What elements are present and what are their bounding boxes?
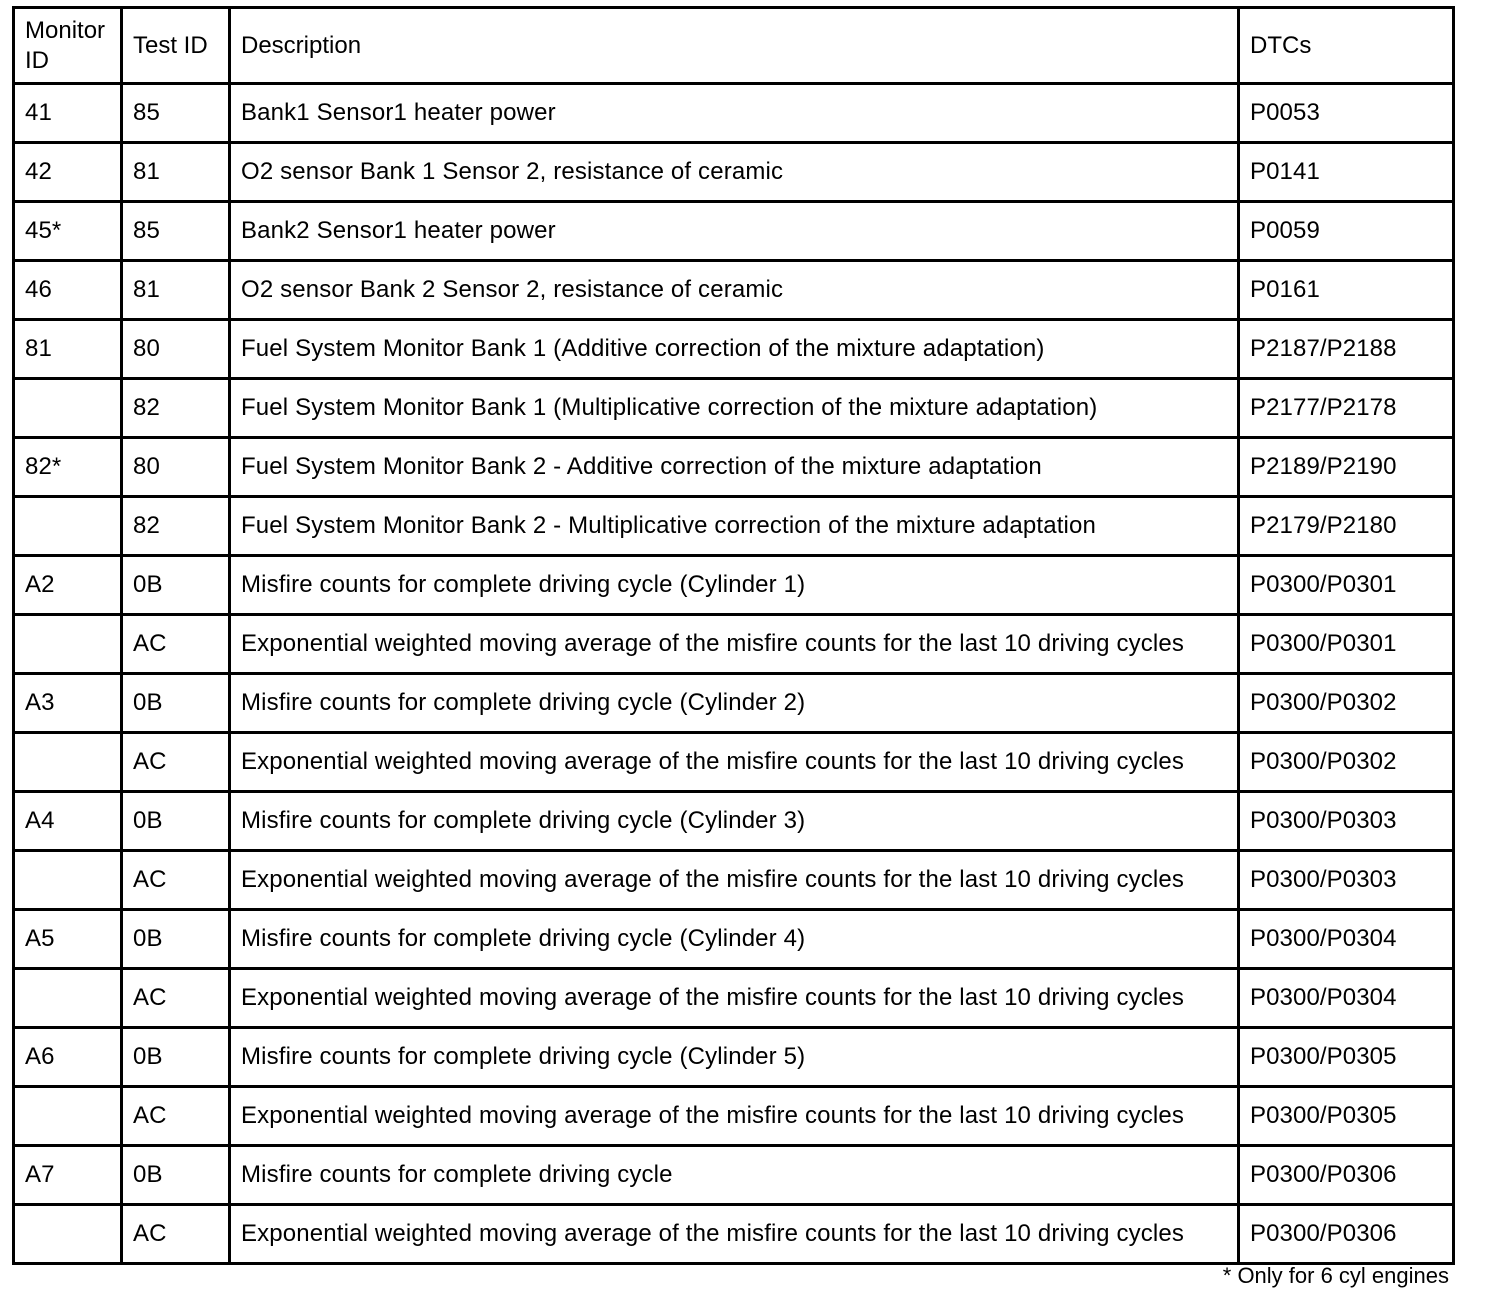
cell-description: Exponential weighted moving average of the misfire counts for the last 10 driving cycles xyxy=(230,733,1239,792)
cell-dtcs: P0300/P0305 xyxy=(1239,1028,1454,1087)
cell-monitor-id xyxy=(14,1205,122,1264)
cell-test-id: 0B xyxy=(122,556,230,615)
header-monitor-id: Monitor ID xyxy=(14,8,122,84)
table-row xyxy=(14,379,1454,438)
table-row xyxy=(14,1146,1454,1205)
table-row xyxy=(14,320,1454,379)
cell-monitor-id xyxy=(14,733,122,792)
cell-test-id: 0B xyxy=(122,1028,230,1087)
cell-dtcs: P0300/P0302 xyxy=(1239,733,1454,792)
table-row xyxy=(14,969,1454,1028)
cell-monitor-id: A7 xyxy=(14,1146,122,1205)
cell-description: Exponential weighted moving average of the misfire counts for the last 10 driving cycles xyxy=(230,969,1239,1028)
cell-monitor-id: A5 xyxy=(14,910,122,969)
cell-monitor-id: 81 xyxy=(14,320,122,379)
cell-description: Fuel System Monitor Bank 1 (Additive correction of the mixture adaptation) xyxy=(230,320,1239,379)
cell-test-id: AC xyxy=(122,1205,230,1264)
cell-monitor-id: A3 xyxy=(14,674,122,733)
cell-dtcs: P0059 xyxy=(1239,202,1454,261)
cell-description: Misfire counts for complete driving cycle (Cylinder 3) xyxy=(230,792,1239,851)
cell-description: Exponential weighted moving average of the misfire counts for the last 10 driving cycles xyxy=(230,1205,1239,1264)
table-row xyxy=(14,438,1454,497)
table-row xyxy=(14,261,1454,320)
cell-test-id: 81 xyxy=(122,143,230,202)
cell-description: Misfire counts for complete driving cycle (Cylinder 5) xyxy=(230,1028,1239,1087)
cell-test-id: 85 xyxy=(122,84,230,143)
cell-monitor-id: A4 xyxy=(14,792,122,851)
cell-monitor-id xyxy=(14,379,122,438)
table-row xyxy=(14,1205,1454,1264)
cell-test-id: 80 xyxy=(122,320,230,379)
cell-description: Misfire counts for complete driving cycle (Cylinder 4) xyxy=(230,910,1239,969)
cell-monitor-id: 42 xyxy=(14,143,122,202)
cell-dtcs: P2177/P2178 xyxy=(1239,379,1454,438)
cell-description: O2 sensor Bank 1 Sensor 2, resistance of ceramic xyxy=(230,143,1239,202)
cell-monitor-id xyxy=(14,497,122,556)
table-row xyxy=(14,1028,1454,1087)
cell-test-id: AC xyxy=(122,615,230,674)
cell-dtcs: P0300/P0303 xyxy=(1239,792,1454,851)
header-dtcs: DTCs xyxy=(1239,8,1454,84)
cell-test-id: 80 xyxy=(122,438,230,497)
cell-monitor-id: 41 xyxy=(14,84,122,143)
cell-test-id: 81 xyxy=(122,261,230,320)
cell-description: Misfire counts for complete driving cycle (Cylinder 1) xyxy=(230,556,1239,615)
table-row xyxy=(14,733,1454,792)
cell-test-id: 0B xyxy=(122,674,230,733)
cell-dtcs: P0300/P0301 xyxy=(1239,615,1454,674)
header-description: Description xyxy=(230,8,1239,84)
table-row xyxy=(14,84,1454,143)
cell-dtcs: P2179/P2180 xyxy=(1239,497,1454,556)
cell-description: Exponential weighted moving average of the misfire counts for the last 10 driving cycles xyxy=(230,615,1239,674)
cell-monitor-id xyxy=(14,1087,122,1146)
cell-test-id: AC xyxy=(122,969,230,1028)
cell-description: Exponential weighted moving average of the misfire counts for the last 10 driving cycles xyxy=(230,851,1239,910)
cell-description: Fuel System Monitor Bank 1 (Multiplicative correction of the mixture adaptation) xyxy=(230,379,1239,438)
cell-monitor-id: A6 xyxy=(14,1028,122,1087)
cell-description: Bank2 Sensor1 heater power xyxy=(230,202,1239,261)
header-row xyxy=(14,8,1454,84)
cell-dtcs: P0300/P0304 xyxy=(1239,910,1454,969)
cell-dtcs: P0300/P0301 xyxy=(1239,556,1454,615)
dtc-monitor-table xyxy=(12,6,1455,1265)
table-row xyxy=(14,556,1454,615)
cell-description: O2 sensor Bank 2 Sensor 2, resistance of ceramic xyxy=(230,261,1239,320)
table-row xyxy=(14,1087,1454,1146)
table-row xyxy=(14,851,1454,910)
cell-dtcs: P0053 xyxy=(1239,84,1454,143)
cell-test-id: 0B xyxy=(122,792,230,851)
table-row xyxy=(14,497,1454,556)
table-row xyxy=(14,202,1454,261)
cell-monitor-id: 45* xyxy=(14,202,122,261)
cell-monitor-id xyxy=(14,969,122,1028)
header-test-id: Test ID xyxy=(122,8,230,84)
table-row xyxy=(14,674,1454,733)
cell-test-id: 0B xyxy=(122,1146,230,1205)
cell-dtcs: P0161 xyxy=(1239,261,1454,320)
cell-dtcs: P0141 xyxy=(1239,143,1454,202)
cell-description: Misfire counts for complete driving cycle (Cylinder 2) xyxy=(230,674,1239,733)
cell-description: Fuel System Monitor Bank 2 - Multiplicative correction of the mixture adaptation xyxy=(230,497,1239,556)
cell-dtcs: P0300/P0303 xyxy=(1239,851,1454,910)
cell-test-id: 85 xyxy=(122,202,230,261)
cell-dtcs: P0300/P0305 xyxy=(1239,1087,1454,1146)
cell-dtcs: P2189/P2190 xyxy=(1239,438,1454,497)
cell-monitor-id: A2 xyxy=(14,556,122,615)
cell-test-id: 82 xyxy=(122,379,230,438)
cell-dtcs: P0300/P0306 xyxy=(1239,1205,1454,1264)
cell-monitor-id xyxy=(14,851,122,910)
cell-monitor-id: 46 xyxy=(14,261,122,320)
cell-monitor-id: 82* xyxy=(14,438,122,497)
table-row xyxy=(14,792,1454,851)
footnote: * Only for 6 cyl engines xyxy=(1222,1263,1449,1288)
cell-test-id: AC xyxy=(122,1087,230,1146)
cell-test-id: 0B xyxy=(122,910,230,969)
cell-test-id: AC xyxy=(122,851,230,910)
cell-dtcs: P2187/P2188 xyxy=(1239,320,1454,379)
cell-description: Misfire counts for complete driving cycle xyxy=(230,1146,1239,1205)
cell-monitor-id xyxy=(14,615,122,674)
cell-description: Exponential weighted moving average of the misfire counts for the last 10 driving cycles xyxy=(230,1087,1239,1146)
table-body xyxy=(14,84,1454,1264)
table-row xyxy=(14,143,1454,202)
cell-description: Fuel System Monitor Bank 2 - Additive correction of the mixture adaptation xyxy=(230,438,1239,497)
cell-dtcs: P0300/P0304 xyxy=(1239,969,1454,1028)
cell-test-id: 82 xyxy=(122,497,230,556)
cell-dtcs: P0300/P0302 xyxy=(1239,674,1454,733)
table-row xyxy=(14,615,1454,674)
table-row xyxy=(14,910,1454,969)
cell-test-id: AC xyxy=(122,733,230,792)
table-header xyxy=(14,8,1454,84)
cell-description: Bank1 Sensor1 heater power xyxy=(230,84,1239,143)
cell-dtcs: P0300/P0306 xyxy=(1239,1146,1454,1205)
